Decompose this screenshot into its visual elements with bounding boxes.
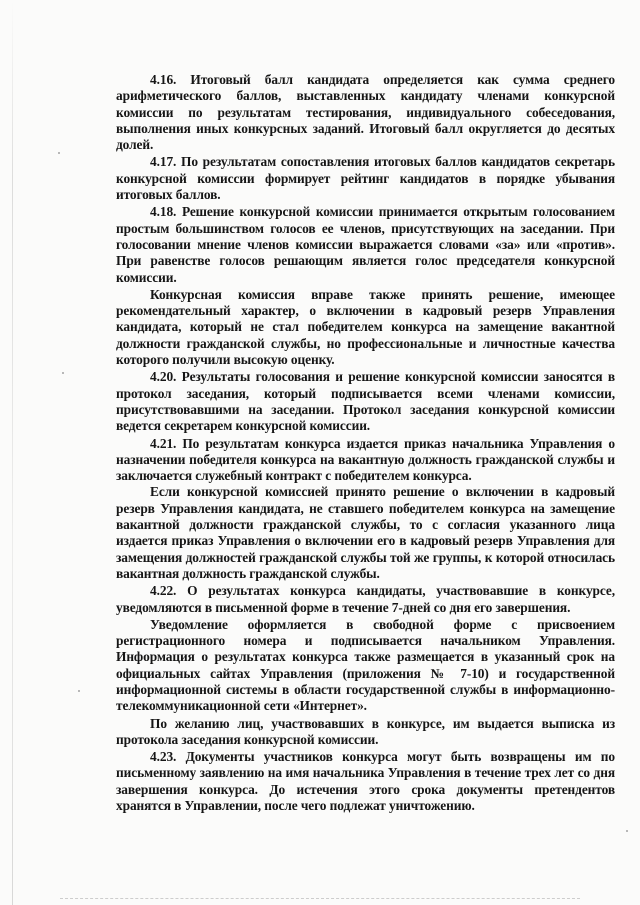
scan-edge-bottom [60,897,580,899]
scan-speck [58,152,60,154]
paragraph-4-17: 4.17. По результатам сопоставления итоговых баллов кандидатов секретарь конкурсной комиссии формирует рейтинг кандидатов в порядке убывания итоговых баллов. [116,154,615,203]
scan-edge-left [12,0,13,905]
scan-speck [78,690,80,692]
scan-speck [62,372,64,374]
paragraph-4-18: 4.18. Решение конкурсной комиссии принимается открытым голосованием простым большинством голосов ее членов, присутствующих на заседании. При голосовании мнение членов комиссии выражается словами «за» или «против». При равенстве голосов решающим является голос председателя конкурсной комиссии. [116,204,615,285]
document-body [116,72,615,815]
paragraph-4-23: 4.23. Документы участников конкурса могут быть возвращены им по письменному заявлению на имя начальника Управления в течение трех лет со дня завершения конкурса. До истечения этого срока документы претендентов хранятся в Управлении, после чего подлежат уничтожению. [116,749,615,814]
paragraph-notification: Уведомление оформляется в свободной форме с присвоением регистрационного номера и подписывается начальником Управления. Информация о результатах конкурса также размещается в указанный срок на официальных сайтах Управления (приложения № 7-10) и государственной информационной системы в области государственной службы в информационно-телекоммуникационной сети «Интернет». [116,616,615,714]
paragraph-4-16: 4.16. Итоговый балл кандидата определяется как сумма среднего арифметического баллов, выставленных кандидату членами конкурсной комиссии по результатам тестирования, индивидуального собеседования, выполнения иных конкурсных заданий. Итоговый балл округляется до десятых долей. [116,72,615,153]
paragraph-reserve-recommendation: Конкурсная комиссия вправе также принять решение, имеющее рекомендательный характер, о включении в кадровый резерв Управления кандидата, который не стал победителем конкурса на замещение вакантной должности гражданской службы, но профессиональные и личностные качества которого получили высокую оценку. [116,286,615,368]
paragraph-4-22: 4.22. О результатах конкурса кандидаты, участвовавшие в конкурсе, уведомляются в письменной форме в течение 7-дней со дня его завершения. [116,583,615,615]
paragraph-protocol-extract: По желанию лиц, участвовавших в конкурсе, им выдается выписка из протокола заседания конкурсной комиссии. [116,715,615,747]
paragraph-4-21: 4.21. По результатам конкурса издается приказ начальника Управления о назначении победителя конкурса на вакантную должность гражданской службы и заключается служебный контракт с победителем конкурса. [116,435,615,484]
scan-speck [626,830,628,832]
paragraph-4-20: 4.20. Результаты голосования и решение конкурсной комиссии заносятся в протокол заседания, который подписывается всеми членами комиссии, присутствовавшими на заседании. Протокол заседания конкурсной комиссии ведется секретарем конкурсной комиссии. [116,369,615,434]
paragraph-reserve-order: Если конкурсной комиссией принято решение о включении в кадровый резерв Управления кандидата, не ставшего победителем конкурса на замещение вакантной должности гражданской службы, то с согласия указанного лица издается приказ Управления о включении его в кадровый резерв Управления для замещения должностей гражданской службы той же группы, к которой относилась вакантная должность гражданской службы. [116,484,615,581]
